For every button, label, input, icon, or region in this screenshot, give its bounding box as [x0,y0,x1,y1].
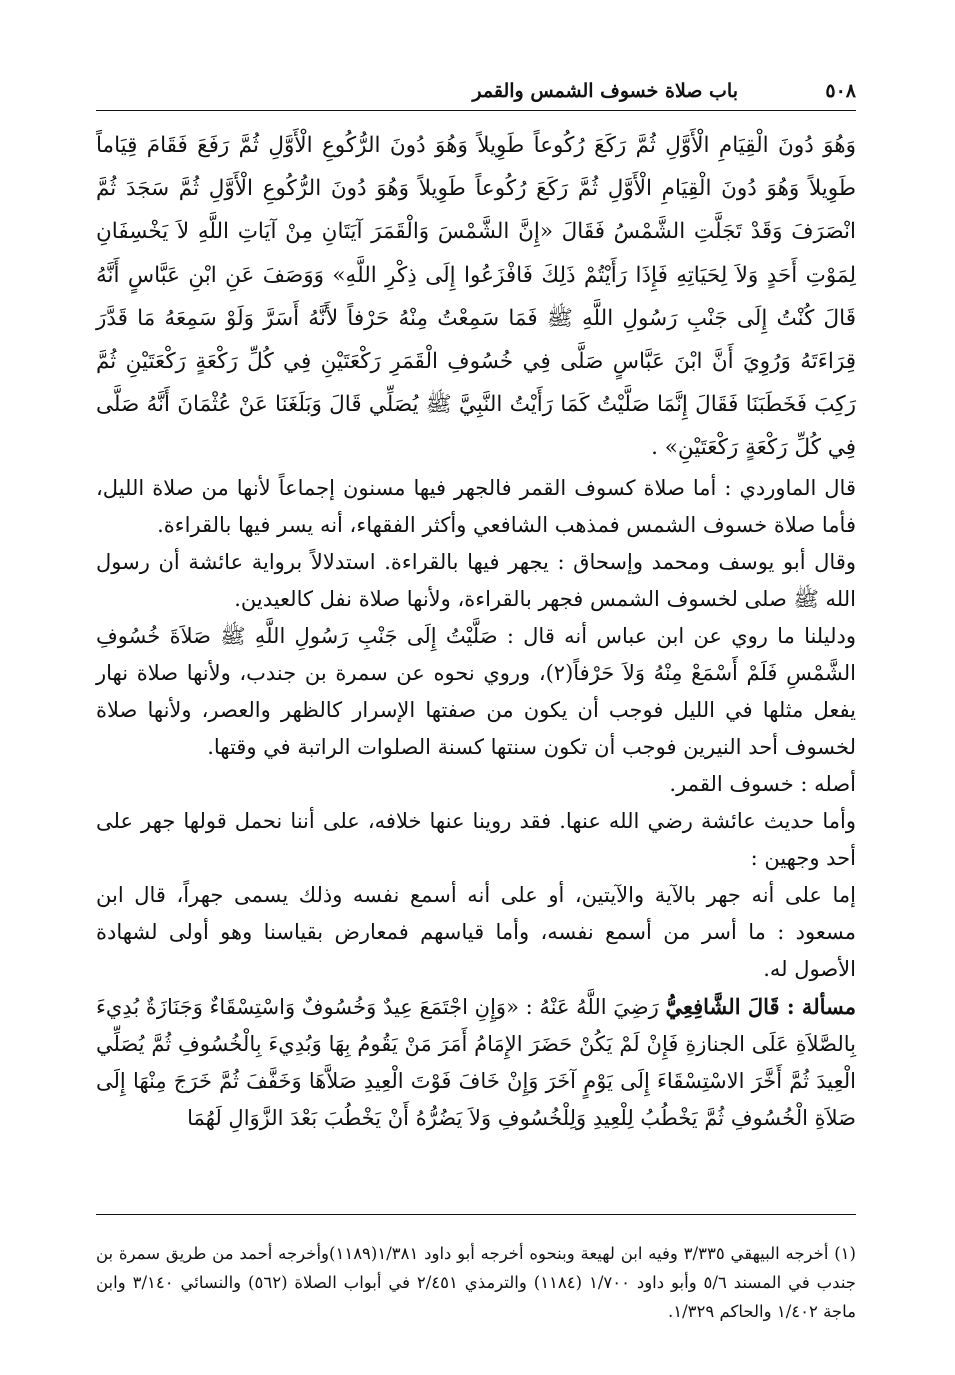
main-text [96,124,856,1137]
page-number: ٥٠٨ [825,80,856,102]
chapter-title: باب صلاة خسوف الشمس والقمر [472,80,738,102]
paragraph-evidence: ودليلنا ما روي عن ابن عباس أنه قال : صَلَّيْتُ إِلَى جَنْبِ رَسُولِ اللَّهِ ﷺ صَلاَةَ خُسُوفِ الشَّمْسِ فَلَمْ أَسْمَعْ مِنْهُ وَلاَ حَرْفاً(٢)، وروي نحوه عن سمرة بن جندب، ولأنها صلاة نهار يفعل مثلها في الليل فوجب أن يكون من صفتها الإسرار كالظهر والعصر، ولأنها صلاة لخسوف أحد النيرين فوجب أن تكون سنتها كسنة الصلوات الراتبة في وقتها. [96,623,856,759]
masala-label: مسألة : قَالَ الشَّافِعِيُّ [665,993,856,1019]
footnote-rule [96,1214,856,1215]
page-header [96,80,856,114]
paragraph-asluhu: أصله : خسوف القمر. [669,771,856,796]
paragraph-masala [96,988,856,1137]
footnote: (١) أخرجه البيهقي ٣/٣٣٥ وفيه ابن لهيعة وبنحوه أخرجه أبو داود ١/٣٨١(١١٨٩)وأخرجه أحمد من طريق سمرة بن جندب في المسند ٥/٦ وأبو داود ١/٧٠٠ (١١٨٤) والترمذي ٢/٤٥١ في أبواب الصلاة (٥٦٢) والنسائي ٣/١٤٠ وابن ماجة ١/٤٠٢ والحاكم ١/٣٢٩. [96,1243,857,1321]
header-rule [96,110,856,111]
masala-text: رَضِيَ اللَّهُ عَنْهُ : «وَإِنِ اجْتَمَعَ عِيدٌ وَخُسُوفٌ وَاسْتِسْقَاءٌ وَجَنَازَةٌ بُدِيءَ بِالصَّلاَةِ عَلَى الجنازةِ فَإِنْ لَمْ يَكُنْ حَضَرَ الإِمَامُ أَمَرَ مَنْ يَقُومُ بِهَا وَبُدِيءَ بِالْخُسُوفِ ثُمَّ يُصَلِّي الْعِيدَ ثُمَّ أَخَّرَ الاسْتِسْقَاءَ إِلَى يَوْمٍ آخَرَ وَإِنْ خَافَ فَوْتَ الْعِيدِ صَلاَّهَا وَخَفَّفَ ثُمَّ خَرَجَ مِنْهَا إِلَى صَلاَةِ الْخُسُوفِ ثُمَّ يَخْطُبُ لِلْعِيدِ وَلِلْخُسُوفِ وَلاَ يَضُرُّهُ أَنْ يَخْطُبَ بَعْدَ الزَّوَالِ لَهُمَا [96,994,856,1130]
paragraph-abu-yusuf: وقال أبو يوسف ومحمد وإسحاق : يجهر فيها بالقراءة. استدلالاً برواية عائشة أن رسول الله ﷺ صلى لخسوف الشمس فجهر بالقراءة، ولأنها صلاة نفل كالعيدين. [96,549,856,611]
paragraph-hadith-text: وَهُوَ دُونَ الْقِيَامِ الْأَوَّلِ ثُمَّ رَكَعَ رُكُوعاً طَوِيلاً وَهُوَ دُونَ الرُّكُوعِ الْأَوَّلِ ثُمَّ رَفَعَ فَقَامَ قِيَاماً طَوِيلاً وَهُوَ دُونَ الْقِيَامِ الْأَوَّلِ ثُمَّ رَكَعَ رُكُوعاً طَوِيلاً وَهُوَ دُونَ الرُّكُوعِ الْأَوَّلِ ثُمَّ سَجَدَ ثُمَّ انْصَرَفَ وَقَدْ تَجَلَّتِ الشَّمْسُ فَقَالَ «إِنَّ الشَّمْسَ وَالْقَمَرَ آيَتَانِ مِنْ آيَاتِ اللَّهِ لاَ يَخْسِفَانِ لِمَوْتِ أَحَدٍ وَلاَ لِحَيَاتِهِ فَإِذَا رَأَيْتُمْ ذَلِكَ فَافْزَعُوا إِلَى ذِكْرِ اللَّهِ» وَوَصَفَ عَنِ ابْنِ عَبَّاسٍ أَنَّهُ قَالَ كُنْتُ إِلَى جَنْبِ رَسُولِ اللَّهِ ﷺ فَمَا سَمِعْتُ مِنْهُ حَرْفاً لأَنَّهُ أَسَرَّ وَلَوْ سَمِعَهُ مَا قَدَّرَ قِرَاءَتَهُ وَرُوِيَ أَنَّ ابْنَ عَبَّاسٍ صَلَّى فِي خُسُوفِ الْقَمَرِ رَكْعَتَيْنِ فِي كُلِّ رَكْعَةٍ رَكْعَتَيْنِ ثُمَّ رَكِبَ فَخَطَبَنَا فَقَالَ إِنَّمَا صَلَّيْتُ كَمَا رَأَيْتُ النَّبِيَّ ﷺ يُصَلِّي قَالَ وَبَلَغَنَا عَنْ عُثْمَانَ أَنَّهُ صَلَّى فِي كُلِّ رَكْعَةٍ رَكْعَتَيْنِ» . [96,133,856,461]
paragraph-ibn-masud: إما على أنه جهر بالآية والآيتين، أو على أنه أسمع نفسه وذلك يسمى جهراً، قال ابن مسعود : ما أسر من أسمع نفسه، وأما قياسهم فمعارض بقياسنا وهو أولى لشهادة الأصول له. [96,882,856,981]
paragraph-mawardi: قال الماوردي : أما صلاة كسوف القمر فالجهر فيها مسنون إجماعاً لأنها من صلاة الليل، فأما صلاة خسوف الشمس فمذهب الشافعي وأكثر الفقهاء، أنه يسر فيها بالقراءة. [96,475,856,537]
paragraph-aisha: وأما حديث عائشة رضي الله عنها. فقد روينا عنها خلافه، على أننا نحمل قولها جهر على أحد وجهين : [96,808,856,870]
